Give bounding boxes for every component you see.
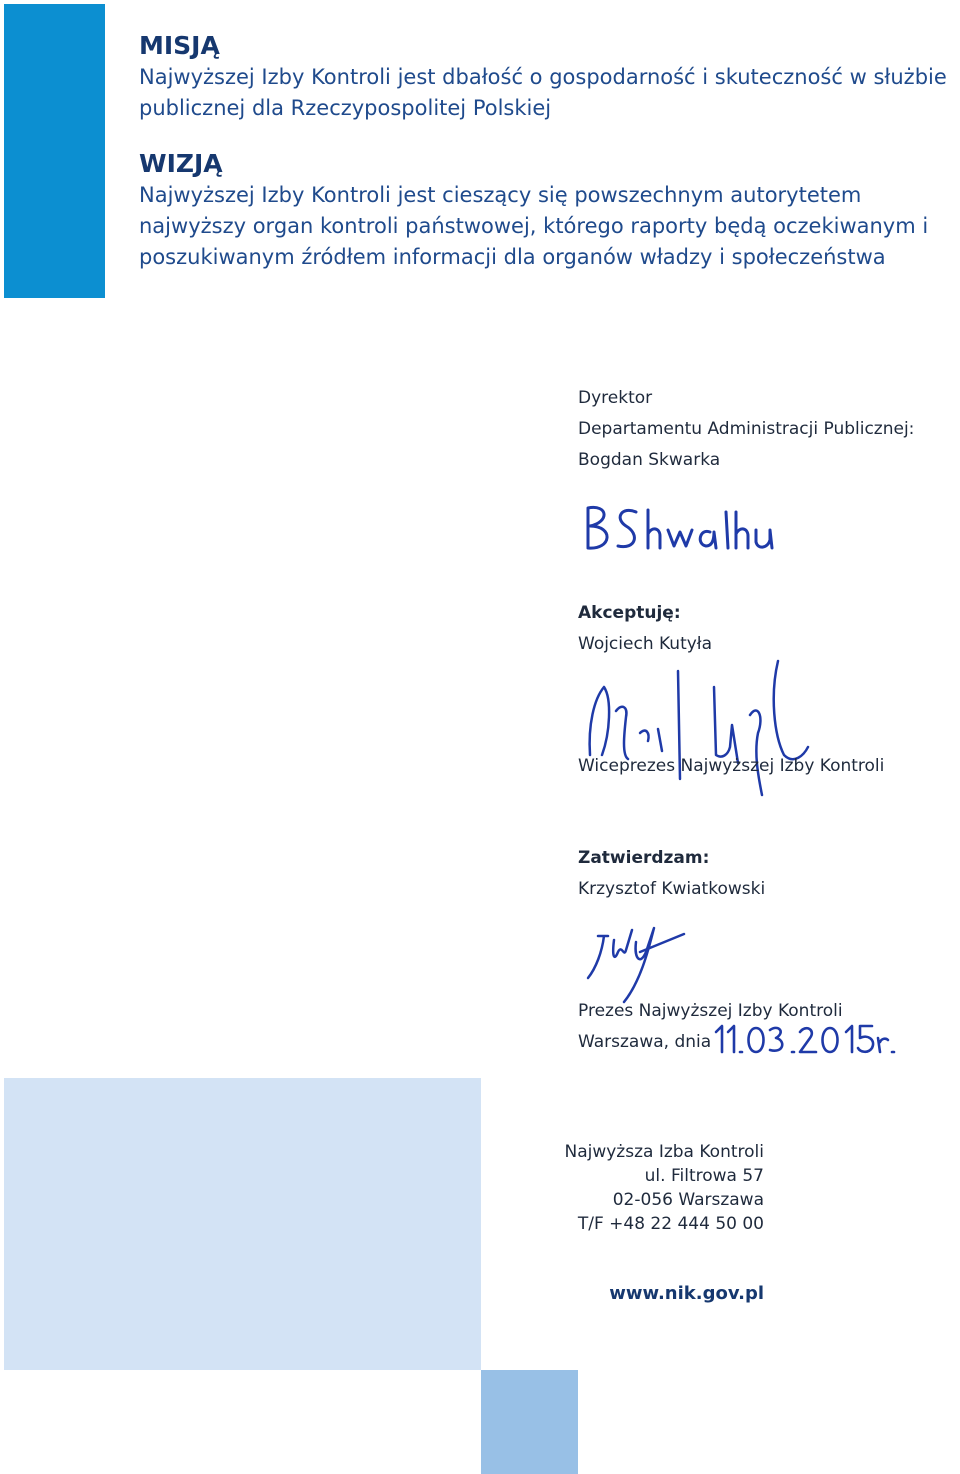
mission-vision-section <box>139 30 949 297</box>
approve-role: Prezes Najwyższej Izby Kontroli <box>578 1001 843 1021</box>
vice-president-signature-image <box>582 655 822 805</box>
director-signature-image <box>582 500 782 560</box>
date-label: Warszawa, dnia <box>578 1032 712 1052</box>
approve-label: Zatwierdzam: <box>578 848 710 868</box>
accept-role: Wiceprezes Najwyższej Izby Kontroli <box>578 756 885 776</box>
accept-name: Wojciech Kutyła <box>578 634 713 654</box>
footer-phone: T/F +48 22 444 50 00 <box>577 1214 764 1234</box>
director-title: Dyrektor <box>578 388 653 408</box>
approval-block <box>578 843 948 905</box>
decorative-square <box>481 1370 578 1474</box>
footer-street: ul. Filtrowa 57 <box>644 1166 764 1186</box>
acceptance-block <box>578 598 948 660</box>
blue-accent-bar <box>4 4 105 298</box>
director-name: Bogdan Skwarka <box>578 450 721 470</box>
vision-heading: WIZJĄ <box>139 149 223 178</box>
director-department: Departamentu Administracji Publicznej: <box>578 419 915 439</box>
footer-city: 02-056 Warszawa <box>612 1190 764 1210</box>
footer-address <box>564 1140 764 1236</box>
vice-president-role-block <box>578 751 948 782</box>
accept-label: Akceptuję: <box>578 603 681 623</box>
vision-text: Najwyższej Izby Kontroli jest cieszący się powszechnym autorytetem najwyższy organ kontroli państwowej, którego raporty będą oczekiwanym i poszukiwanym źródłem informacji dla organów władzy i społeczeństwa <box>139 183 929 269</box>
mission-heading: MISJĄ <box>139 31 220 60</box>
footer-org: Najwyższa Izba Kontroli <box>564 1142 764 1162</box>
footer-contact-box <box>4 1078 481 1370</box>
footer-website-link[interactable]: www.nik.gov.pl <box>609 1283 764 1304</box>
handwritten-date-image <box>712 1018 897 1058</box>
director-block <box>578 383 948 476</box>
approve-name: Krzysztof Kwiatkowski <box>578 879 766 899</box>
mission-text: Najwyższej Izby Kontroli jest dbałość o gospodarność i skuteczność w służbie publicznej dla Rzeczypospolitej Polskiej <box>139 65 947 120</box>
